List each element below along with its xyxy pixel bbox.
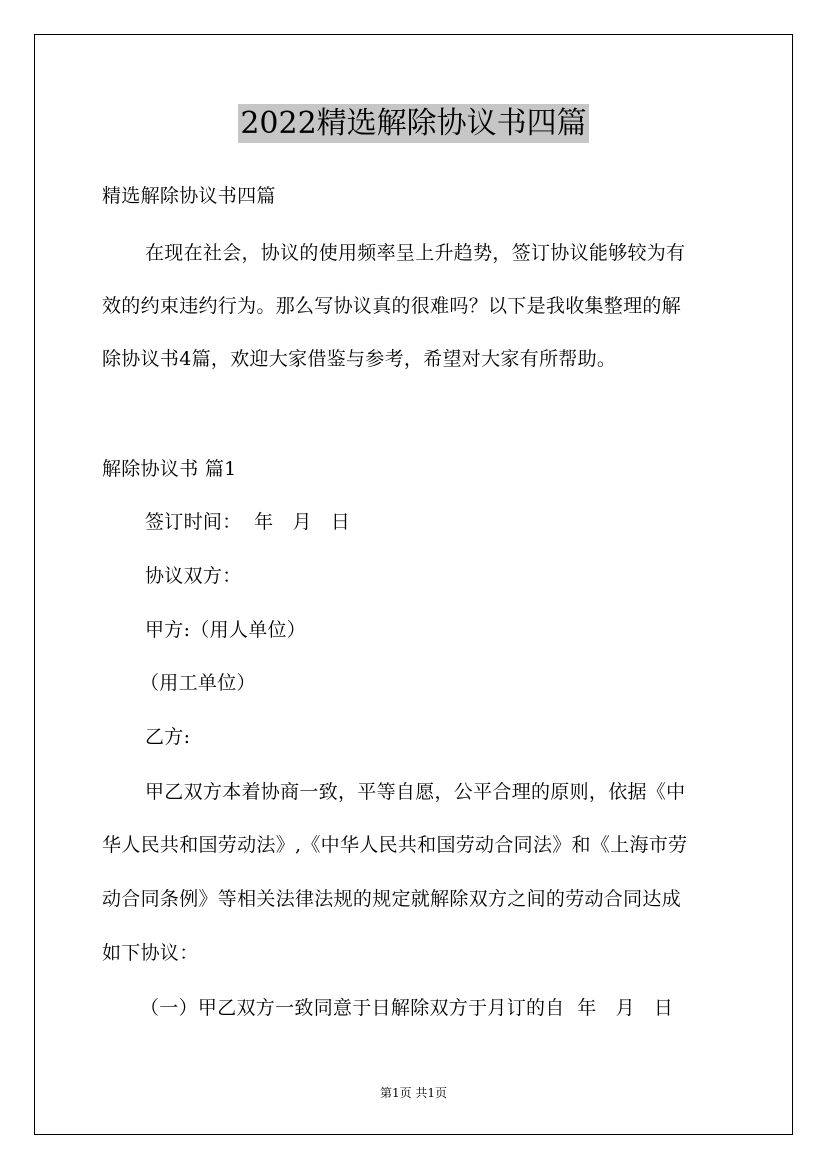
- intro-line-1: 在现在社会，协议的使用频率呈上升趋势，签订协议能够较为有: [145, 242, 686, 264]
- clause-1: （一）甲乙双方一致同意于日解除双方于月订的自 年 月 日: [140, 997, 674, 1019]
- party-a: 甲方:（用人单位）: [145, 619, 307, 641]
- parties-label: 协议双方：: [145, 565, 242, 587]
- section-heading: 解除协议书 篇1: [102, 458, 237, 480]
- body-line-2: 华人民共和国劳动法》,《中华人民共和国劳动合同法》和《上海市劳: [102, 834, 688, 856]
- page-footer: 第1页 共1页: [379, 1086, 448, 1100]
- intro-line-2: 效的约束违约行为。那么写协议真的很难吗？以下是我收集整理的解: [102, 295, 682, 317]
- body-line-4: 如下协议：: [102, 942, 199, 964]
- body-line-3: 动合同条例》等相关法律法规的规定就解除双方之间的劳动合同达成: [102, 888, 682, 910]
- body-line-1: 甲乙双方本着协商一致，平等自愿，公平合理的原则，依据《中: [145, 781, 686, 803]
- document-title: 2022精选解除协议书四篇: [240, 106, 587, 141]
- sign-time: 签订时间： 年 月 日: [145, 511, 351, 533]
- intro-line-3: 除协议书4篇，欢迎大家借鉴与参考，希望对大家有所帮助。: [102, 348, 617, 370]
- employer-unit: （用工单位）: [140, 672, 256, 694]
- document-subtitle: 精选解除协议书四篇: [102, 185, 276, 207]
- party-b: 乙方:: [145, 726, 191, 748]
